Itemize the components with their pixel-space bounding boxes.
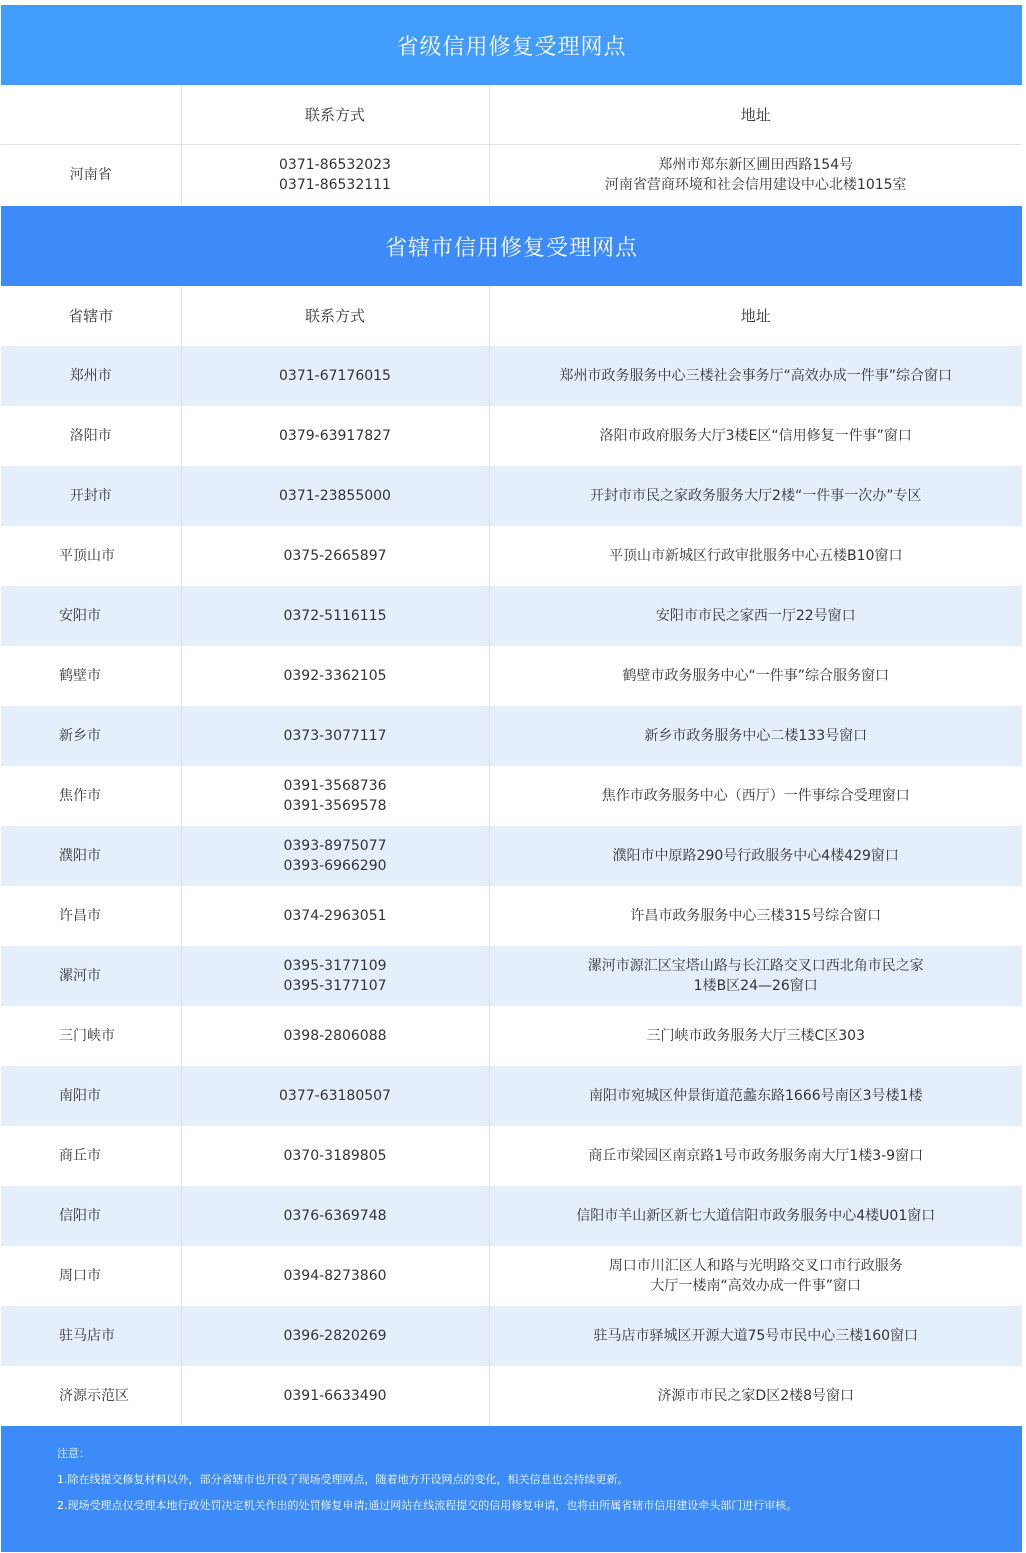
address-line: 商丘市梁园区南京路1号市政务服务南大厅1楼3-9窗口 bbox=[588, 1148, 924, 1164]
city-address bbox=[489, 1246, 1022, 1306]
header-contact: 联系方式 bbox=[181, 286, 489, 346]
address-line: 信阳市羊山新区新七大道信阳市政务服务中心4楼U01窗口 bbox=[576, 1208, 936, 1224]
address-line: 许昌市政务服务中心三楼315号综合窗口 bbox=[630, 908, 882, 924]
table-row bbox=[1, 526, 1022, 586]
table-row bbox=[1, 1306, 1022, 1366]
city-phones bbox=[181, 586, 489, 646]
address-line: 南阳市宛城区仲景街道范蠡东路1666号南区3号楼1楼 bbox=[589, 1088, 923, 1104]
city-name: 安阳市 bbox=[1, 586, 181, 646]
address-line: 新乡市政务服务中心二楼133号窗口 bbox=[644, 728, 868, 744]
city-name: 洛阳市 bbox=[1, 406, 181, 466]
city-phones bbox=[181, 346, 489, 406]
phone-line: 0391-3568736 bbox=[283, 778, 387, 794]
phone-line: 0371-67176015 bbox=[279, 368, 391, 384]
address-line: 驻马店市驿城区开源大道75号市民中心三楼160窗口 bbox=[593, 1328, 919, 1344]
table-row bbox=[1, 586, 1022, 646]
phone-line: 0391-3569578 bbox=[283, 798, 387, 814]
city-phones bbox=[181, 1366, 489, 1426]
table-row bbox=[1, 466, 1022, 526]
notice-item: 1.除在线提交修复材料以外，部分省辖市也开设了现场受理网点，随着地方开设网点的变化，相关信息也会持续更新。 bbox=[57, 1473, 629, 1486]
address-line: 周口市川汇区人和路与光明路交叉口市行政服务 bbox=[608, 1258, 903, 1274]
phone-line: 0376-6369748 bbox=[283, 1208, 387, 1224]
address-line: 河南省营商环境和社会信用建设中心北楼1015室 bbox=[604, 177, 907, 193]
province-phones bbox=[181, 145, 489, 206]
address-line: 洛阳市政府服务大厅3楼E区“信用修复一件事”窗口 bbox=[599, 428, 912, 444]
table-row bbox=[1, 706, 1022, 766]
city-name: 濮阳市 bbox=[1, 826, 181, 886]
phone-line: 0371-86532111 bbox=[279, 177, 391, 193]
table-row bbox=[1, 1366, 1022, 1426]
address-line: 济源市市民之家D区2楼8号窗口 bbox=[657, 1388, 855, 1404]
header-address: 地址 bbox=[740, 105, 771, 124]
city-address bbox=[489, 886, 1022, 946]
phone-line: 0373-3077117 bbox=[283, 728, 387, 744]
city-address bbox=[489, 1126, 1022, 1186]
provincial-table-header bbox=[1, 85, 1022, 145]
phone-line: 0375-2665897 bbox=[283, 548, 387, 564]
table-row bbox=[1, 1006, 1022, 1066]
table-row bbox=[1, 1126, 1022, 1186]
address-line: 三门峡市政务服务大厅三楼C区303 bbox=[646, 1028, 865, 1044]
phone-line: 0394-8273860 bbox=[283, 1268, 387, 1284]
phone-line: 0393-8975077 bbox=[283, 838, 387, 854]
city-phones bbox=[181, 1246, 489, 1306]
phone-line: 0393-6966290 bbox=[283, 858, 387, 874]
city-name: 郑州市 bbox=[1, 346, 181, 406]
city-table bbox=[1, 286, 1022, 1426]
city-phones bbox=[181, 1306, 489, 1366]
city-table-header bbox=[1, 286, 1022, 346]
phone-line: 0372-5116115 bbox=[283, 608, 387, 624]
city-name: 信阳市 bbox=[1, 1186, 181, 1246]
phone-line: 0395-3177109 bbox=[283, 958, 387, 974]
phone-line: 0374-2963051 bbox=[283, 908, 387, 924]
address-line: 鹤壁市政务服务中心“一件事”综合服务窗口 bbox=[622, 668, 889, 684]
notice-item: 2.现场受理点仅受理本地行政处罚决定机关作出的处罚修复申请;通过网站在线流程提交的信用修复申请，也将由所属省辖市信用建设牵头部门进行审核。 bbox=[57, 1499, 798, 1512]
phone-line: 0371-23855000 bbox=[279, 488, 391, 504]
city-phones bbox=[181, 466, 489, 526]
city-name: 驻马店市 bbox=[1, 1306, 181, 1366]
city-address bbox=[489, 1366, 1022, 1426]
table-row bbox=[1, 946, 1022, 1006]
header-name bbox=[1, 85, 181, 145]
city-address bbox=[489, 526, 1022, 586]
city-address bbox=[489, 586, 1022, 646]
city-phones bbox=[181, 826, 489, 886]
phone-line: 0379-63917827 bbox=[279, 428, 391, 444]
city-phones bbox=[181, 1066, 489, 1126]
city-name: 鹤壁市 bbox=[1, 646, 181, 706]
table-row bbox=[1, 1246, 1022, 1306]
provincial-table bbox=[1, 85, 1022, 205]
address-line: 焦作市政务服务中心（西厅）一件事综合受理窗口 bbox=[601, 788, 910, 804]
address-line: 大厅一楼南“高效办成一件事”窗口 bbox=[650, 1278, 861, 1294]
city-phones bbox=[181, 1126, 489, 1186]
city-phones bbox=[181, 646, 489, 706]
city-phones bbox=[181, 706, 489, 766]
header-city: 省辖市 bbox=[1, 286, 181, 346]
city-name: 许昌市 bbox=[1, 886, 181, 946]
city-name: 平顶山市 bbox=[1, 526, 181, 586]
address-line: 1楼B区24—26窗口 bbox=[693, 978, 818, 994]
city-address bbox=[489, 646, 1022, 706]
phone-line: 0371-86532023 bbox=[279, 157, 391, 173]
city-title-text: 省辖市信用修复受理网点 bbox=[384, 235, 638, 261]
city-address bbox=[489, 1066, 1022, 1126]
phone-line: 0395-3177107 bbox=[283, 978, 387, 994]
phone-line: 0398-2806088 bbox=[283, 1028, 387, 1044]
city-address bbox=[489, 706, 1022, 766]
city-name: 周口市 bbox=[1, 1246, 181, 1306]
city-address bbox=[489, 1306, 1022, 1366]
city-phones bbox=[181, 1006, 489, 1066]
header-address: 地址 bbox=[740, 307, 771, 325]
city-address bbox=[489, 826, 1022, 886]
table-row bbox=[1, 346, 1022, 406]
city-section-title bbox=[1, 206, 1022, 286]
table-row bbox=[1, 646, 1022, 706]
city-name: 漯河市 bbox=[1, 946, 181, 1006]
city-name: 南阳市 bbox=[1, 1066, 181, 1126]
phone-line: 0391-6633490 bbox=[283, 1388, 387, 1404]
phone-line: 0377-63180507 bbox=[279, 1088, 391, 1104]
city-address bbox=[489, 1006, 1022, 1066]
city-phones bbox=[181, 1186, 489, 1246]
city-name: 济源示范区 bbox=[1, 1366, 181, 1426]
table-row bbox=[1, 1066, 1022, 1126]
address-line: 郑州市郑东新区圃田西路154号 bbox=[658, 157, 854, 173]
table-row bbox=[1, 886, 1022, 946]
provincial-title-text: 省级信用修复受理网点 bbox=[396, 34, 627, 60]
city-address bbox=[489, 466, 1022, 526]
city-name: 商丘市 bbox=[1, 1126, 181, 1186]
city-phones bbox=[181, 526, 489, 586]
table-row bbox=[1, 406, 1022, 466]
notice-title: 注意： bbox=[57, 1447, 90, 1460]
city-name: 开封市 bbox=[1, 466, 181, 526]
city-phones bbox=[181, 766, 489, 826]
table-row bbox=[1, 766, 1022, 826]
city-phones bbox=[181, 886, 489, 946]
notice-panel bbox=[1, 1426, 1022, 1552]
city-name: 新乡市 bbox=[1, 706, 181, 766]
city-address bbox=[489, 406, 1022, 466]
header-contact: 联系方式 bbox=[181, 85, 489, 145]
phone-line: 0370-3189805 bbox=[283, 1148, 387, 1164]
city-phones bbox=[181, 406, 489, 466]
city-address bbox=[489, 766, 1022, 826]
phone-line: 0396-2820269 bbox=[283, 1328, 387, 1344]
address-line: 郑州市政务服务中心三楼社会事务厅“高效办成一件事”综合窗口 bbox=[559, 368, 952, 384]
city-phones bbox=[181, 946, 489, 1006]
provincial-row bbox=[1, 145, 1022, 206]
city-name: 三门峡市 bbox=[1, 1006, 181, 1066]
table-row bbox=[1, 1186, 1022, 1246]
phone-line: 0392-3362105 bbox=[283, 668, 387, 684]
provincial-section-title bbox=[1, 5, 1022, 85]
province-address bbox=[489, 145, 1022, 206]
address-line: 安阳市市民之家西一厅22号窗口 bbox=[655, 608, 856, 624]
table-row bbox=[1, 826, 1022, 886]
address-line: 开封市市民之家政务服务大厅2楼“一件事一次办”专区 bbox=[590, 488, 922, 504]
address-line: 濮阳市中原路290号行政服务中心4楼429窗口 bbox=[612, 848, 899, 864]
province-name: 河南省 bbox=[1, 145, 181, 206]
city-name: 焦作市 bbox=[1, 766, 181, 826]
city-address bbox=[489, 346, 1022, 406]
address-line: 漯河市源汇区宝塔山路与长江路交叉口西北角市民之家 bbox=[587, 958, 924, 974]
address-line: 平顶山市新城区行政审批服务中心五楼B10窗口 bbox=[609, 548, 903, 564]
city-address bbox=[489, 946, 1022, 1006]
city-address bbox=[489, 1186, 1022, 1246]
